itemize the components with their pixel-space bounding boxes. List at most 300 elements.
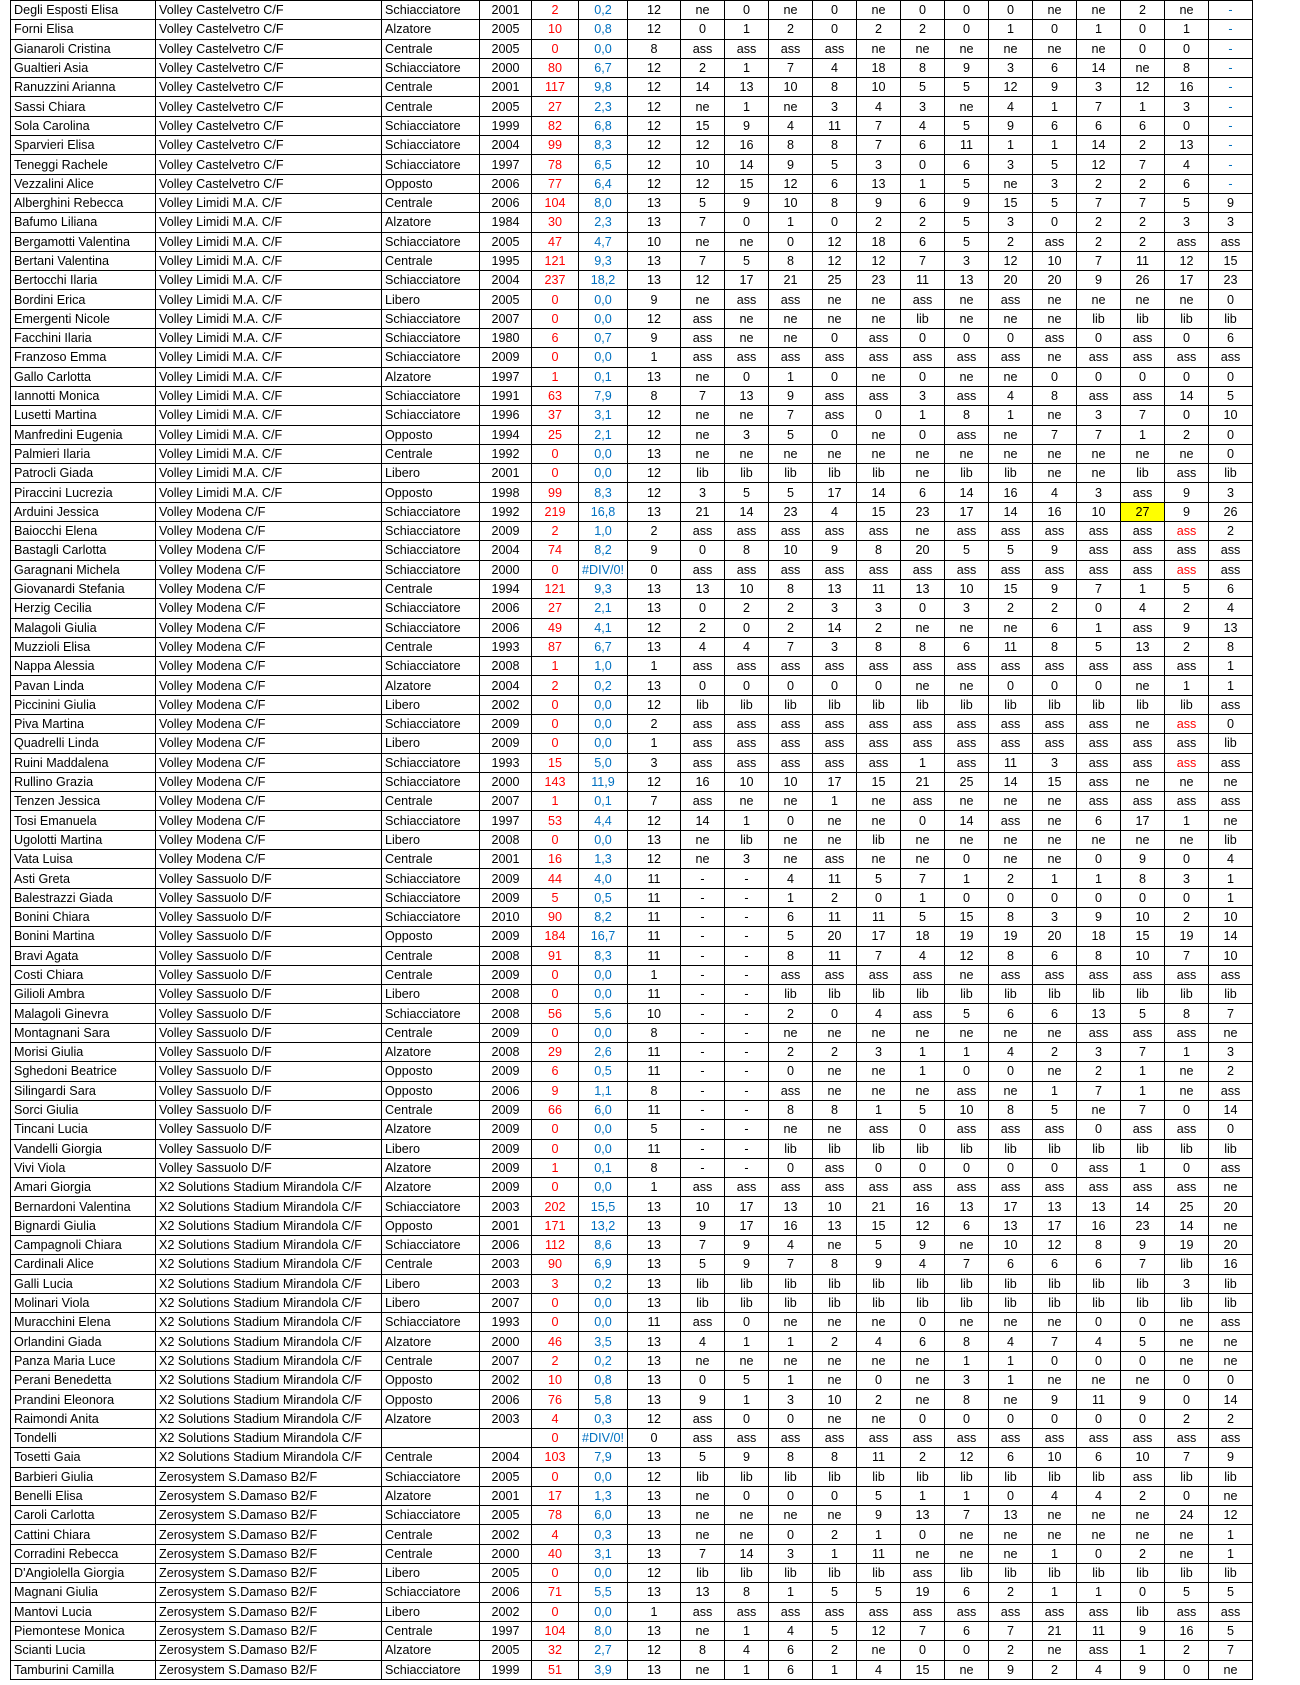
team-cell[interactable]: Volley Castelvetro C/F — [156, 174, 382, 193]
role-cell[interactable]: Schiacciatore — [382, 714, 480, 733]
birth-year-cell[interactable]: 2009 — [480, 1100, 532, 1119]
match-score-cell[interactable]: ass — [725, 348, 769, 367]
match-score-cell[interactable]: 16 — [725, 136, 769, 155]
games-played-cell[interactable]: 2 — [628, 714, 681, 733]
match-score-cell[interactable]: ass — [725, 1178, 769, 1197]
player-name-cell[interactable]: Gianaroli Cristina — [11, 39, 156, 58]
team-cell[interactable]: Volley Limidi M.A. C/F — [156, 386, 382, 405]
games-played-cell[interactable]: 13 — [628, 1332, 681, 1351]
birth-year-cell[interactable]: 1980 — [480, 329, 532, 348]
match-score-cell[interactable]: ne — [1033, 830, 1077, 849]
match-score-cell[interactable]: 3 — [725, 425, 769, 444]
match-score-cell[interactable]: 1 — [813, 1544, 857, 1563]
average-cell[interactable]: 8,0 — [579, 193, 628, 212]
match-score-cell[interactable]: ass — [901, 965, 945, 984]
average-cell[interactable]: 0,5 — [579, 888, 628, 907]
match-score-cell[interactable]: 2 — [1033, 1043, 1077, 1062]
birth-year-cell[interactable]: 2009 — [480, 1139, 532, 1158]
role-cell[interactable]: Libero — [382, 985, 480, 1004]
birth-year-cell[interactable]: 2009 — [480, 1158, 532, 1177]
match-score-cell[interactable]: ne — [901, 1023, 945, 1042]
match-score-cell[interactable]: 5 — [725, 483, 769, 502]
match-score-cell[interactable]: lib — [1033, 985, 1077, 1004]
total-points-cell[interactable]: 2 — [532, 1351, 579, 1370]
match-score-cell[interactable]: 18 — [1077, 927, 1121, 946]
match-score-cell[interactable]: ass — [1209, 560, 1253, 579]
match-score-cell[interactable]: 6 — [989, 1004, 1033, 1023]
total-points-cell[interactable]: 78 — [532, 1506, 579, 1525]
match-score-cell[interactable]: 11 — [813, 869, 857, 888]
match-score-cell[interactable]: 0 — [725, 1409, 769, 1428]
average-cell[interactable]: 1,3 — [579, 850, 628, 869]
role-cell[interactable]: Schiacciatore — [382, 136, 480, 155]
match-score-cell[interactable]: 7 — [857, 946, 901, 965]
match-score-cell[interactable]: ne — [989, 1081, 1033, 1100]
match-score-cell[interactable]: 7 — [1077, 97, 1121, 116]
match-score-cell[interactable]: ne — [1121, 58, 1165, 77]
match-score-cell[interactable]: ne — [725, 1506, 769, 1525]
match-score-cell[interactable]: 1 — [1121, 1158, 1165, 1177]
average-cell[interactable]: 7,9 — [579, 1448, 628, 1467]
match-score-cell[interactable]: 17 — [813, 772, 857, 791]
match-score-cell[interactable]: lib — [1077, 695, 1121, 714]
team-cell[interactable]: Volley Sassuolo D/F — [156, 1043, 382, 1062]
match-score-cell[interactable]: 15 — [989, 193, 1033, 212]
match-score-cell[interactable]: ne — [681, 97, 725, 116]
match-score-cell[interactable]: 3 — [1209, 483, 1253, 502]
match-score-cell[interactable]: - — [681, 1158, 725, 1177]
match-score-cell[interactable]: ass — [1165, 522, 1209, 541]
role-cell[interactable]: Alzatore — [382, 676, 480, 695]
match-score-cell[interactable]: 24 — [1165, 1506, 1209, 1525]
match-score-cell[interactable]: ne — [945, 97, 989, 116]
match-score-cell[interactable]: 19 — [945, 927, 989, 946]
match-score-cell[interactable]: 3 — [989, 58, 1033, 77]
match-score-cell[interactable]: ass — [681, 348, 725, 367]
match-score-cell[interactable]: ne — [725, 792, 769, 811]
match-score-cell[interactable]: ass — [945, 1428, 989, 1447]
match-score-cell[interactable]: ne — [989, 367, 1033, 386]
match-score-cell[interactable]: 10 — [1209, 907, 1253, 926]
match-score-cell[interactable]: ass — [1165, 464, 1209, 483]
match-score-cell[interactable]: 2 — [769, 1004, 813, 1023]
match-score-cell[interactable]: 0 — [769, 1062, 813, 1081]
match-score-cell[interactable]: ass — [1121, 1428, 1165, 1447]
match-score-cell[interactable]: ne — [1077, 830, 1121, 849]
average-cell[interactable]: 2,1 — [579, 599, 628, 618]
match-score-cell[interactable]: ne — [769, 444, 813, 463]
team-cell[interactable]: Volley Modena C/F — [156, 830, 382, 849]
match-score-cell[interactable]: 0 — [901, 599, 945, 618]
match-score-cell[interactable]: 1 — [725, 97, 769, 116]
total-points-cell[interactable]: 1 — [532, 657, 579, 676]
match-score-cell[interactable]: 8 — [1209, 637, 1253, 656]
match-score-cell[interactable]: lib — [725, 1274, 769, 1293]
match-score-cell[interactable]: ne — [945, 444, 989, 463]
match-score-cell[interactable]: ne — [769, 1313, 813, 1332]
match-score-cell[interactable]: ass — [1209, 232, 1253, 251]
match-score-cell[interactable]: 6 — [769, 907, 813, 926]
team-cell[interactable]: Volley Limidi M.A. C/F — [156, 290, 382, 309]
match-score-cell[interactable]: 6 — [769, 1660, 813, 1679]
match-score-cell[interactable]: 6 — [1033, 1255, 1077, 1274]
match-score-cell[interactable]: 5 — [945, 78, 989, 97]
role-cell[interactable]: Schiacciatore — [382, 502, 480, 521]
player-name-cell[interactable]: Ugolotti Martina — [11, 830, 156, 849]
match-score-cell[interactable]: 13 — [681, 579, 725, 598]
match-score-cell[interactable]: 1 — [1209, 676, 1253, 695]
match-score-cell[interactable]: ass — [769, 348, 813, 367]
match-score-cell[interactable]: 2 — [1121, 1486, 1165, 1505]
match-score-cell[interactable]: 1 — [1033, 136, 1077, 155]
match-score-cell[interactable]: lib — [1077, 1139, 1121, 1158]
games-played-cell[interactable]: 12 — [628, 850, 681, 869]
total-points-cell[interactable]: 32 — [532, 1641, 579, 1660]
team-cell[interactable]: Volley Sassuolo D/F — [156, 869, 382, 888]
games-played-cell[interactable]: 12 — [628, 78, 681, 97]
match-score-cell[interactable]: 10 — [769, 193, 813, 212]
player-name-cell[interactable]: Balestrazzi Giada — [11, 888, 156, 907]
match-score-cell[interactable]: 14 — [1077, 58, 1121, 77]
match-score-cell[interactable]: ass — [725, 560, 769, 579]
average-cell[interactable]: 0,8 — [579, 20, 628, 39]
birth-year-cell[interactable]: 2007 — [480, 792, 532, 811]
match-score-cell[interactable]: 3 — [769, 1390, 813, 1409]
match-score-cell[interactable]: 2 — [813, 1641, 857, 1660]
average-cell[interactable]: 0,2 — [579, 1351, 628, 1370]
match-score-cell[interactable]: 7 — [1077, 579, 1121, 598]
match-score-cell[interactable]: 16 — [769, 1216, 813, 1235]
match-score-cell[interactable]: ass — [1121, 657, 1165, 676]
match-score-cell[interactable]: 6 — [1033, 1004, 1077, 1023]
total-points-cell[interactable]: 0 — [532, 985, 579, 1004]
match-score-cell[interactable]: 21 — [1033, 1621, 1077, 1640]
role-cell[interactable]: Alzatore — [382, 1332, 480, 1351]
match-score-cell[interactable]: 8 — [1033, 637, 1077, 656]
match-score-cell[interactable]: ne — [1077, 464, 1121, 483]
match-score-cell[interactable]: 0 — [901, 1158, 945, 1177]
match-score-cell[interactable]: lib — [1121, 985, 1165, 1004]
match-score-cell[interactable]: 10 — [1033, 1448, 1077, 1467]
birth-year-cell[interactable]: 2006 — [480, 599, 532, 618]
match-score-cell[interactable]: lib — [1165, 309, 1209, 328]
match-score-cell[interactable]: 7 — [945, 1506, 989, 1525]
match-score-cell[interactable]: 0 — [857, 676, 901, 695]
team-cell[interactable]: Volley Castelvetro C/F — [156, 78, 382, 97]
match-score-cell[interactable]: ass — [989, 714, 1033, 733]
match-score-cell[interactable]: 0 — [901, 367, 945, 386]
match-score-cell[interactable]: 4 — [1121, 599, 1165, 618]
match-score-cell[interactable]: ass — [1165, 1120, 1209, 1139]
match-score-cell[interactable]: 14 — [945, 483, 989, 502]
match-score-cell[interactable]: lib — [945, 985, 989, 1004]
match-score-cell[interactable]: 0 — [1077, 1544, 1121, 1563]
player-name-cell[interactable]: Quadrelli Linda — [11, 734, 156, 753]
match-score-cell[interactable]: ass — [1121, 1178, 1165, 1197]
match-score-cell[interactable]: ass — [769, 522, 813, 541]
team-cell[interactable]: Volley Modena C/F — [156, 522, 382, 541]
team-cell[interactable]: Volley Sassuolo D/F — [156, 965, 382, 984]
match-score-cell[interactable]: 0 — [989, 1158, 1033, 1177]
role-cell[interactable]: Libero — [382, 1293, 480, 1312]
match-score-cell[interactable]: - — [725, 1062, 769, 1081]
games-played-cell[interactable]: 13 — [628, 193, 681, 212]
games-played-cell[interactable]: 13 — [628, 1293, 681, 1312]
match-score-cell[interactable]: 1 — [1033, 1583, 1077, 1602]
role-cell[interactable]: Opposto — [382, 1371, 480, 1390]
match-score-cell[interactable]: 12 — [813, 232, 857, 251]
match-score-cell[interactable]: ne — [1209, 1178, 1253, 1197]
team-cell[interactable]: Volley Limidi M.A. C/F — [156, 348, 382, 367]
match-score-cell[interactable]: - — [725, 1120, 769, 1139]
match-score-cell[interactable]: 0 — [1121, 1583, 1165, 1602]
match-score-cell[interactable]: 4 — [725, 637, 769, 656]
average-cell[interactable]: 0,8 — [579, 1371, 628, 1390]
match-score-cell[interactable]: 7 — [1121, 1100, 1165, 1119]
match-score-cell[interactable]: 0 — [1209, 425, 1253, 444]
match-score-cell[interactable]: 20 — [813, 927, 857, 946]
match-score-cell[interactable]: ne — [989, 850, 1033, 869]
match-score-cell[interactable]: 0 — [769, 1409, 813, 1428]
birth-year-cell[interactable]: 1997 — [480, 155, 532, 174]
match-score-cell[interactable]: 11 — [1121, 251, 1165, 270]
match-score-cell[interactable]: ass — [813, 1158, 857, 1177]
match-score-cell[interactable]: ne — [989, 618, 1033, 637]
average-cell[interactable]: 8,2 — [579, 907, 628, 926]
total-points-cell[interactable]: 0 — [532, 1139, 579, 1158]
match-score-cell[interactable]: ass — [857, 329, 901, 348]
match-score-cell[interactable]: 2 — [769, 599, 813, 618]
match-score-cell[interactable]: 3 — [857, 599, 901, 618]
match-score-cell[interactable]: ass — [813, 1602, 857, 1621]
match-score-cell[interactable]: lib — [945, 1293, 989, 1312]
match-score-cell[interactable]: 12 — [681, 136, 725, 155]
match-score-cell[interactable]: ne — [857, 850, 901, 869]
match-score-cell[interactable]: ne — [857, 425, 901, 444]
match-score-cell[interactable]: ass — [945, 386, 989, 405]
match-score-cell[interactable]: lib — [857, 985, 901, 1004]
match-score-cell[interactable]: 4 — [857, 1332, 901, 1351]
average-cell[interactable]: 6,5 — [579, 155, 628, 174]
match-score-cell[interactable]: 1 — [1165, 811, 1209, 830]
role-cell[interactable]: Schiacciatore — [382, 1197, 480, 1216]
games-played-cell[interactable]: 0 — [628, 560, 681, 579]
match-score-cell[interactable]: lib — [989, 1274, 1033, 1293]
match-score-cell[interactable]: 16 — [1165, 1621, 1209, 1640]
match-score-cell[interactable]: 7 — [681, 251, 725, 270]
total-points-cell[interactable]: 30 — [532, 213, 579, 232]
match-score-cell[interactable]: ne — [1033, 1023, 1077, 1042]
total-points-cell[interactable]: 76 — [532, 1390, 579, 1409]
match-score-cell[interactable]: 2 — [989, 232, 1033, 251]
role-cell[interactable]: Centrale — [382, 1525, 480, 1544]
match-score-cell[interactable]: 5 — [857, 1486, 901, 1505]
match-score-cell[interactable]: lib — [989, 1564, 1033, 1583]
match-score-cell[interactable]: 25 — [1165, 1197, 1209, 1216]
match-score-cell[interactable]: lib — [945, 1467, 989, 1486]
team-cell[interactable]: Volley Sassuolo D/F — [156, 927, 382, 946]
match-score-cell[interactable]: ass — [1121, 1467, 1165, 1486]
match-score-cell[interactable]: 7 — [1077, 251, 1121, 270]
match-score-cell[interactable]: ne — [769, 1506, 813, 1525]
total-points-cell[interactable]: 51 — [532, 1660, 579, 1679]
match-score-cell[interactable]: 9 — [1165, 618, 1209, 637]
total-points-cell[interactable]: 90 — [532, 907, 579, 926]
birth-year-cell[interactable]: 2000 — [480, 560, 532, 579]
match-score-cell[interactable]: 17 — [725, 1197, 769, 1216]
match-score-cell[interactable]: 0 — [1033, 367, 1077, 386]
player-name-cell[interactable]: Manfredini Eugenia — [11, 425, 156, 444]
match-score-cell[interactable]: ass — [1033, 560, 1077, 579]
match-score-cell[interactable]: - — [725, 1100, 769, 1119]
average-cell[interactable]: #DIV/0! — [579, 560, 628, 579]
match-score-cell[interactable]: 12 — [1121, 78, 1165, 97]
match-score-cell[interactable]: 5 — [813, 1583, 857, 1602]
average-cell[interactable]: 6,8 — [579, 116, 628, 135]
total-points-cell[interactable]: 27 — [532, 97, 579, 116]
team-cell[interactable]: Volley Limidi M.A. C/F — [156, 213, 382, 232]
match-score-cell[interactable]: ass — [989, 657, 1033, 676]
match-score-cell[interactable]: ne — [1033, 309, 1077, 328]
match-score-cell[interactable]: ne — [813, 1313, 857, 1332]
match-score-cell[interactable]: ass — [1033, 522, 1077, 541]
match-score-cell[interactable]: 4 — [1209, 850, 1253, 869]
team-cell[interactable]: X2 Solutions Stadium Mirandola C/F — [156, 1448, 382, 1467]
match-score-cell[interactable]: 10 — [1121, 907, 1165, 926]
match-score-cell[interactable]: 0 — [725, 676, 769, 695]
match-score-cell[interactable]: ne — [1209, 1216, 1253, 1235]
match-score-cell[interactable]: - — [1209, 116, 1253, 135]
match-score-cell[interactable]: ass — [989, 1428, 1033, 1447]
player-name-cell[interactable]: Bergamotti Valentina — [11, 232, 156, 251]
match-score-cell[interactable]: ass — [1077, 1641, 1121, 1660]
match-score-cell[interactable]: 3 — [725, 850, 769, 869]
match-score-cell[interactable]: ass — [857, 1120, 901, 1139]
match-score-cell[interactable]: 11 — [901, 271, 945, 290]
match-score-cell[interactable]: lib — [857, 1467, 901, 1486]
role-cell[interactable]: Libero — [382, 1274, 480, 1293]
total-points-cell[interactable]: 0 — [532, 560, 579, 579]
match-score-cell[interactable]: lib — [1121, 695, 1165, 714]
match-score-cell[interactable]: 10 — [769, 772, 813, 791]
total-points-cell[interactable]: 53 — [532, 811, 579, 830]
role-cell[interactable]: Alzatore — [382, 213, 480, 232]
average-cell[interactable]: 1,3 — [579, 1486, 628, 1505]
match-score-cell[interactable]: ne — [725, 444, 769, 463]
match-score-cell[interactable]: 5 — [857, 869, 901, 888]
average-cell[interactable]: 0,0 — [579, 1178, 628, 1197]
match-score-cell[interactable]: ne — [945, 367, 989, 386]
games-played-cell[interactable]: 13 — [628, 1583, 681, 1602]
match-score-cell[interactable]: ne — [989, 444, 1033, 463]
match-score-cell[interactable]: 18 — [901, 927, 945, 946]
total-points-cell[interactable]: 0 — [532, 1023, 579, 1042]
match-score-cell[interactable]: ne — [945, 1544, 989, 1563]
match-score-cell[interactable]: ne — [945, 309, 989, 328]
match-score-cell[interactable]: 5 — [945, 541, 989, 560]
player-name-cell[interactable]: Sorci Giulia — [11, 1100, 156, 1119]
birth-year-cell[interactable]: 2008 — [480, 1043, 532, 1062]
total-points-cell[interactable]: 5 — [532, 888, 579, 907]
games-played-cell[interactable]: 13 — [628, 579, 681, 598]
team-cell[interactable]: Zerosystem S.Damaso B2/F — [156, 1564, 382, 1583]
match-score-cell[interactable]: - — [681, 965, 725, 984]
match-score-cell[interactable]: 19 — [989, 927, 1033, 946]
birth-year-cell[interactable]: 2001 — [480, 78, 532, 97]
role-cell[interactable]: Schiacciatore — [382, 1467, 480, 1486]
match-score-cell[interactable]: ass — [989, 522, 1033, 541]
games-played-cell[interactable]: 12 — [628, 618, 681, 637]
match-score-cell[interactable]: ne — [813, 1506, 857, 1525]
birth-year-cell[interactable]: 2005 — [480, 39, 532, 58]
total-points-cell[interactable]: 49 — [532, 618, 579, 637]
average-cell[interactable]: 0,5 — [579, 1062, 628, 1081]
match-score-cell[interactable]: - — [1209, 1, 1253, 20]
player-name-cell[interactable]: Caroli Carlotta — [11, 1506, 156, 1525]
match-score-cell[interactable]: ass — [945, 1081, 989, 1100]
match-score-cell[interactable]: lib — [681, 1274, 725, 1293]
player-name-cell[interactable]: Ranuzzini Arianna — [11, 78, 156, 97]
match-score-cell[interactable]: 0 — [1121, 20, 1165, 39]
match-score-cell[interactable]: ass — [1033, 232, 1077, 251]
match-score-cell[interactable]: ne — [1165, 1544, 1209, 1563]
birth-year-cell[interactable]: 2008 — [480, 985, 532, 1004]
match-score-cell[interactable]: 14 — [725, 155, 769, 174]
match-score-cell[interactable]: 0 — [901, 1409, 945, 1428]
match-score-cell[interactable]: 2 — [1121, 232, 1165, 251]
role-cell[interactable]: Opposto — [382, 1216, 480, 1235]
match-score-cell[interactable]: 0 — [681, 20, 725, 39]
total-points-cell[interactable]: 77 — [532, 174, 579, 193]
birth-year-cell[interactable]: 2004 — [480, 271, 532, 290]
match-score-cell[interactable]: lib — [1077, 1274, 1121, 1293]
role-cell[interactable]: Opposto — [382, 927, 480, 946]
match-score-cell[interactable]: 0 — [945, 1158, 989, 1177]
match-score-cell[interactable]: 6 — [1077, 116, 1121, 135]
match-score-cell[interactable]: 5 — [769, 927, 813, 946]
match-score-cell[interactable]: ne — [769, 850, 813, 869]
match-score-cell[interactable]: ne — [1077, 1525, 1121, 1544]
player-name-cell[interactable]: Vezzalini Alice — [11, 174, 156, 193]
match-score-cell[interactable]: ne — [857, 1081, 901, 1100]
match-score-cell[interactable]: 0 — [1165, 1158, 1209, 1177]
match-score-cell[interactable]: 0 — [813, 213, 857, 232]
match-score-cell[interactable]: ne — [813, 1023, 857, 1042]
role-cell[interactable]: Centrale — [382, 579, 480, 598]
player-name-cell[interactable]: Sparvieri Elisa — [11, 136, 156, 155]
match-score-cell[interactable]: lib — [989, 1139, 1033, 1158]
match-score-cell[interactable]: - — [725, 965, 769, 984]
match-score-cell[interactable]: ass — [769, 734, 813, 753]
average-cell[interactable]: 3,5 — [579, 1332, 628, 1351]
average-cell[interactable]: 0,0 — [579, 1564, 628, 1583]
match-score-cell[interactable]: 14 — [725, 502, 769, 521]
match-score-cell[interactable]: 5 — [1033, 155, 1077, 174]
total-points-cell[interactable]: 1 — [532, 792, 579, 811]
total-points-cell[interactable]: 87 — [532, 637, 579, 656]
match-score-cell[interactable]: lib — [1033, 695, 1077, 714]
match-score-cell[interactable]: 0 — [989, 1486, 1033, 1505]
match-score-cell[interactable]: 15 — [901, 1660, 945, 1679]
match-score-cell[interactable]: ass — [813, 1428, 857, 1447]
total-points-cell[interactable]: 44 — [532, 869, 579, 888]
match-score-cell[interactable]: ne — [769, 1351, 813, 1370]
match-score-cell[interactable]: ass — [989, 560, 1033, 579]
total-points-cell[interactable]: 99 — [532, 136, 579, 155]
match-score-cell[interactable]: 14 — [1121, 1197, 1165, 1216]
match-score-cell[interactable]: 9 — [1077, 271, 1121, 290]
birth-year-cell[interactable]: 2003 — [480, 1409, 532, 1428]
